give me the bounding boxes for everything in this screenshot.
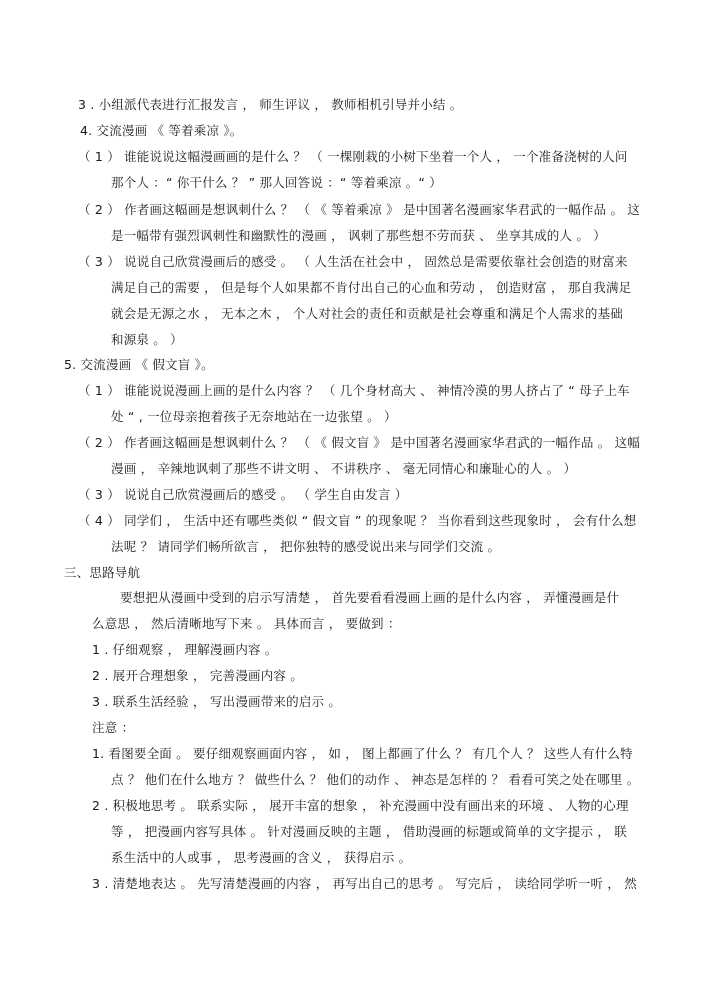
text-line: 3 . 清楚地表达 。 先写清楚漫画的内容 ， 再写出自己的思考 。 写完后 ， 读给同学听一听 ， 然	[92, 876, 638, 891]
text-line: 点 ？ 他们在什么地方 ？ 做些什么 ？ 他们的动作 、 神态是怎样的 ？ 看看可笑之处在哪里 。	[111, 772, 640, 787]
text-line: （ 3 ） 说说自己欣赏漫画后的感受 。 （ 学生自由发言 ）	[78, 487, 408, 502]
text-line: 1. 看图要全面 。 要仔细观察画面内容 ， 如 ， 图上都画了什么 ？ 有几个人 ？ 这些人有什么特	[92, 746, 633, 761]
text-line: 就会是无源之水 ， 无本之木 ， 个人对社会的责任和贡献是社会尊重和满足个人需求的基础	[111, 306, 623, 321]
text-line: （ 4 ） 同学们 ， 生活中还有哪些类似 “ 假文盲 ” 的现象呢 ？ 当你看到这些现象时 ， 会有什么想	[78, 513, 637, 528]
text-line: 注意 ：	[92, 720, 135, 735]
text-line: 5. 交流漫画 《 假文盲 》。	[64, 357, 214, 372]
text-line: 2 . 展开合理想象 ， 完善漫画内容 。	[92, 668, 303, 683]
text-line: （ 2 ） 作者画这幅画是想讽刺什么 ？ （ 《 假文盲 》 是中国著名漫画家华君武的一幅作品 。 这幅	[78, 435, 641, 450]
text-line: 是一幅带有强烈讽刺性和幽默性的漫画 ， 讽刺了那些想不劳而获 、 坐享其成的人 。 ）	[111, 228, 606, 243]
text-line: 要想把从漫画中受到的启示写清楚 ， 首先要看看漫画上画的是什么内容 ， 弄懂漫画是什	[120, 590, 620, 605]
text-line: 系生活中的人或事 ， 思考漫画的含义 ， 获得启示 。	[111, 850, 412, 865]
text-line: （ 1 ） 谁能说说漫画上画的是什么内容 ？ （ 几个身材高大 、 神情冷漠的男人挤占了 “ 母子上车	[78, 383, 630, 398]
text-line: 1 . 仔细观察 ， 理解漫画内容 。	[92, 642, 278, 657]
text-line: 4. 交流漫画 《 等着乘凉 》。	[80, 123, 243, 138]
text-line: 么意思 ， 然后清晰地写下来 。 具体而言 ， 要做到 ：	[92, 616, 401, 631]
text-line: 和源泉 。 ）	[111, 332, 183, 347]
section-heading: 三、思路导航	[64, 565, 141, 580]
text-line: 3 . 联系生活经验 ， 写出漫画带来的启示 。	[92, 694, 342, 709]
text-line: 那个人 ：“ 你干什么 ？ ” 那人回答说 ：“ 等着乘凉 。“ ）	[111, 175, 442, 190]
text-line: 法呢 ？ 请同学们畅所欲言 ， 把你独特的感受说出来与同学们交流 。	[111, 539, 501, 554]
text-line: 等 ， 把漫画内容写具体 。 针对漫画反映的主题 ， 借助漫画的标题或简单的文字提示 ， 联	[111, 824, 627, 839]
text-line: （ 2 ） 作者画这幅画是想讽刺什么 ？ （ 《 等着乘凉 》 是中国著名漫画家华君武的一幅作品 。 这	[78, 202, 641, 217]
text-line: （ 1 ） 谁能说说这幅漫画画的是什么 ？ （ 一棵刚栽的小树下坐着一个人 ， 一个准备浇树的人问	[78, 149, 628, 164]
text-line: 3 . 小组派代表进行汇报发言 ， 师生评议 ， 教师相机引导并小结 。	[78, 97, 463, 112]
text-line: （ 3 ） 说说自己欣赏漫画后的感受 。 （ 人生活在社会中 ， 固然总是需要依靠社会创造的财富来	[78, 254, 628, 269]
text-line: 处 “ , 一位母亲抱着孩子无奈地站在一边张望 。 ）	[111, 409, 397, 424]
text-line: 满足自己的需要 ， 但是每个人如果都不肯付出自己的心血和劳动 ， 创造财富 ， 那自我满足	[111, 280, 632, 295]
text-line: 2 . 积极地思考 。 联系实际 ， 展开丰富的想象 ， 补充漫画中没有画出来的环境 、 人物的心理	[92, 798, 629, 813]
text-line: 漫画 ， 辛辣地讽刺了那些不讲文明 、 不讲秩序 、 毫无同情心和廉耻心的人 。 ）	[111, 461, 577, 476]
